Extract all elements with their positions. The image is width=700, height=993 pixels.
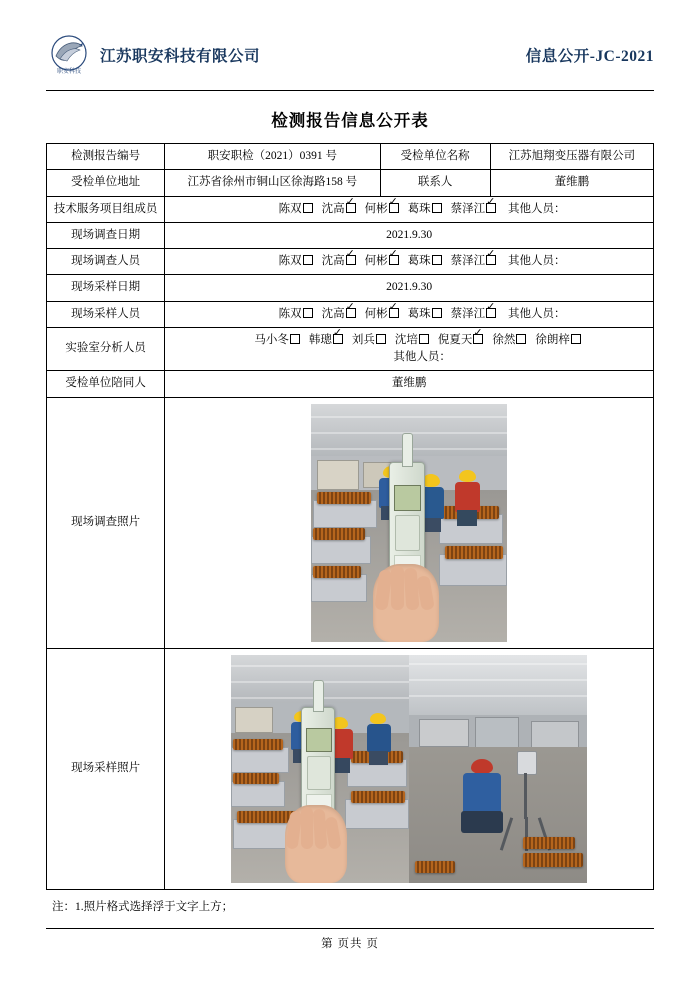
member-name: 何彬 <box>364 202 388 215</box>
checkbox-icon[interactable] <box>346 308 356 318</box>
table-row <box>47 144 654 170</box>
checkbox-icon[interactable] <box>303 203 313 213</box>
page-footer: 第 页共 页 <box>46 928 654 951</box>
contact-value: 董维鹏 <box>490 170 653 196</box>
member-checkbox-item[interactable] <box>451 253 497 270</box>
lab-people-cell <box>165 327 654 371</box>
checkbox-icon[interactable] <box>389 255 399 265</box>
checkbox-icon[interactable] <box>571 334 581 344</box>
survey-date-label: 现场调查日期 <box>47 222 165 248</box>
note-text: 注：1.照片格式选择浮于文字上方； <box>52 900 234 913</box>
member-checkbox-item[interactable] <box>365 201 399 218</box>
hand-holding-meter <box>373 564 439 642</box>
member-checkbox-item[interactable] <box>279 253 313 270</box>
member-checkbox-item[interactable] <box>322 201 356 218</box>
sampling-photo-cell <box>165 648 654 889</box>
sampling-date-value: 2021.9.30 <box>165 275 654 301</box>
lab-people-label: 实验室分析人员 <box>47 327 165 371</box>
checkbox-icon[interactable] <box>376 334 386 344</box>
member-name: 沈高 <box>321 307 345 320</box>
checkbox-icon[interactable] <box>419 334 429 344</box>
header-left <box>46 32 260 78</box>
escort-label: 受检单位陪同人 <box>47 371 165 397</box>
member-checkbox-item[interactable] <box>451 306 497 323</box>
sound-level-meter <box>301 707 335 821</box>
member-checkbox-item[interactable] <box>395 332 429 349</box>
member-checkbox-item[interactable] <box>279 306 313 323</box>
checkbox-icon[interactable] <box>516 334 526 344</box>
member-name: 沈高 <box>321 255 345 267</box>
team-other-label: 其他人员： <box>508 202 566 215</box>
member-checkbox-item[interactable] <box>309 332 343 349</box>
sampling-date-label: 现场采样日期 <box>47 275 165 301</box>
checkbox-icon[interactable] <box>486 308 496 318</box>
contact-label: 联系人 <box>380 170 490 196</box>
member-name: 陈双 <box>278 307 302 320</box>
team-members-cell <box>165 196 654 222</box>
member-checkbox-item[interactable] <box>322 253 356 270</box>
checkbox-icon[interactable] <box>432 203 442 213</box>
table-row <box>47 648 654 889</box>
member-name: 蔡泽江 <box>450 255 486 267</box>
member-checkbox-item[interactable] <box>535 332 581 349</box>
member-name: 何彬 <box>364 307 388 320</box>
survey-photo-label: 现场调查照片 <box>47 397 165 648</box>
table-row <box>47 170 654 196</box>
sampling-photo-label: 现场采样照片 <box>47 648 165 889</box>
member-checkbox-item[interactable] <box>408 306 442 323</box>
member-checkbox-item[interactable] <box>492 332 526 349</box>
member-name: 马小冬 <box>254 333 289 346</box>
table-row <box>47 222 654 248</box>
page-header <box>46 26 654 91</box>
table-row <box>47 327 654 371</box>
sampling-people-cell <box>165 301 654 327</box>
member-name: 刘兵 <box>351 333 375 346</box>
survey-people-cell <box>165 249 654 275</box>
sampling-other-label: 其他人员： <box>508 307 566 320</box>
member-name: 徐然 <box>492 333 516 346</box>
member-checkbox-item[interactable] <box>254 332 300 349</box>
checkbox-icon[interactable] <box>432 255 442 265</box>
table-row <box>47 301 654 327</box>
member-checkbox-item[interactable] <box>438 332 484 349</box>
survey-photo-cell <box>165 397 654 648</box>
checkbox-icon[interactable] <box>432 308 442 318</box>
checkbox-icon[interactable] <box>486 255 496 265</box>
report-no-label: 检测报告编号 <box>47 144 165 170</box>
member-checkbox-item[interactable] <box>279 201 313 218</box>
member-name: 葛珠 <box>407 202 431 215</box>
lab-other-label: 其他人员： <box>393 351 451 363</box>
sampling-photo-image-left <box>231 655 409 883</box>
team-label: 技术服务项目组成员 <box>47 196 165 222</box>
member-name: 葛珠 <box>407 255 431 267</box>
member-name: 陈双 <box>278 202 302 215</box>
member-checkbox-item[interactable] <box>451 201 497 218</box>
sampling-tripod <box>499 751 553 851</box>
checkbox-icon[interactable] <box>290 334 300 344</box>
member-checkbox-item[interactable] <box>365 253 399 270</box>
checkbox-icon[interactable] <box>303 255 313 265</box>
table-row <box>47 397 654 648</box>
member-name: 徐朗梓 <box>535 333 570 346</box>
client-addr-label: 受检单位地址 <box>47 170 165 196</box>
lab-members-list <box>195 332 649 349</box>
sampling-members-list <box>279 308 506 320</box>
client-name-value: 江苏旭翔变压器有限公司 <box>490 144 653 170</box>
eagle-logo-icon <box>46 32 92 78</box>
report-no-value: 职安职检（2021）0391 号 <box>165 144 380 170</box>
checkbox-icon[interactable] <box>473 334 483 344</box>
member-name: 倪夏天 <box>437 333 473 346</box>
member-checkbox-item[interactable] <box>322 306 356 323</box>
member-name: 沈高 <box>321 202 345 215</box>
info-table <box>46 143 654 890</box>
checkbox-icon[interactable] <box>303 308 313 318</box>
checkbox-icon[interactable] <box>346 203 356 213</box>
svg-text:职安科技: 职安科技 <box>56 69 82 75</box>
hand-holding-meter <box>285 805 347 883</box>
document-code: 信息公开-JC-2021 <box>525 48 654 65</box>
checkbox-icon[interactable] <box>333 334 343 344</box>
checkbox-icon[interactable] <box>389 203 399 213</box>
member-name: 陈双 <box>278 255 302 267</box>
survey-members-list <box>279 255 506 267</box>
table-row <box>47 275 654 301</box>
sampling-people-label: 现场采样人员 <box>47 301 165 327</box>
table-row <box>47 371 654 397</box>
member-name: 韩璁 <box>308 333 332 346</box>
escort-value: 董维鹏 <box>165 371 654 397</box>
sampling-photo-image-right <box>409 655 587 883</box>
table-row <box>47 249 654 275</box>
client-addr-value: 江苏省徐州市铜山区徐海路158 号 <box>165 170 380 196</box>
member-name: 蔡泽江 <box>450 202 486 215</box>
checkbox-icon[interactable] <box>346 255 356 265</box>
team-members-list <box>279 203 506 215</box>
member-name: 葛珠 <box>407 307 431 320</box>
member-name: 蔡泽江 <box>450 307 486 320</box>
member-checkbox-item[interactable] <box>365 306 399 323</box>
table-row <box>47 196 654 222</box>
company-name: 江苏职安科技有限公司 <box>100 48 261 65</box>
survey-other-label: 其他人员： <box>508 255 566 267</box>
member-checkbox-item[interactable] <box>408 253 442 270</box>
member-checkbox-item[interactable] <box>352 332 386 349</box>
checkbox-icon[interactable] <box>389 308 399 318</box>
survey-photo-image <box>311 404 507 642</box>
checkbox-icon[interactable] <box>486 203 496 213</box>
member-name: 沈培 <box>394 333 418 346</box>
survey-date-value: 2021.9.30 <box>165 222 654 248</box>
member-checkbox-item[interactable] <box>408 201 442 218</box>
member-name: 何彬 <box>364 255 388 267</box>
client-name-label: 受检单位名称 <box>380 144 490 170</box>
page-title: 检测报告信息公开表 <box>271 111 429 130</box>
survey-people-label: 现场调查人员 <box>47 249 165 275</box>
